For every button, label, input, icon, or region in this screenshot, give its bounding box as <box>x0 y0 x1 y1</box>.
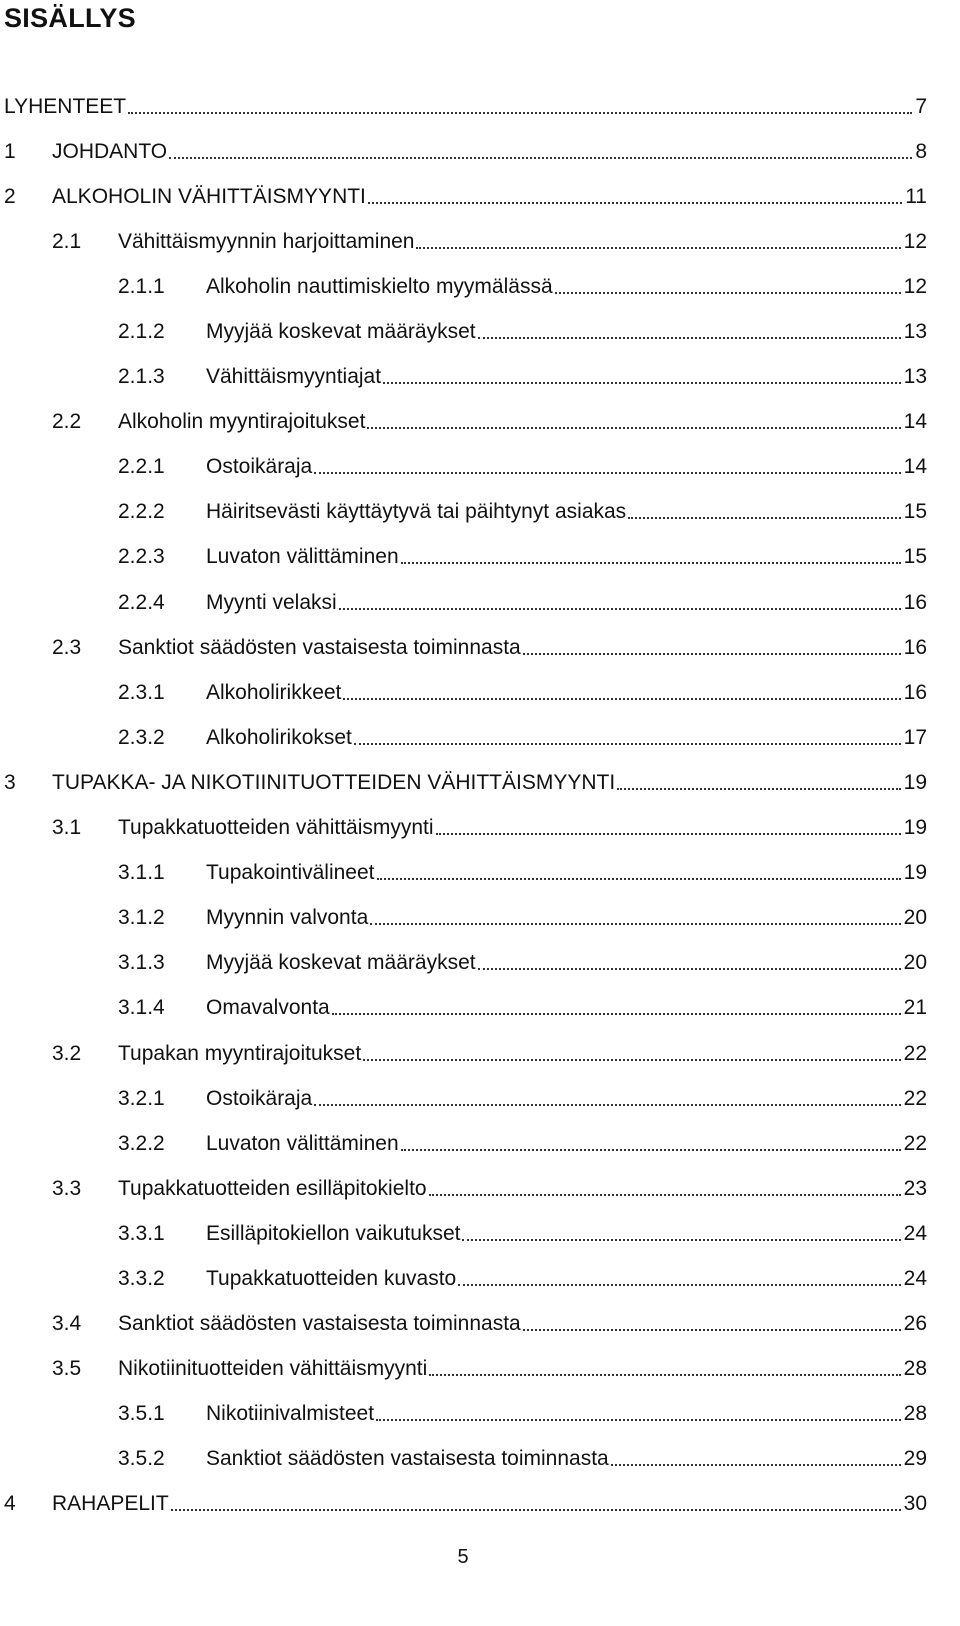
toc-entry-page: 12 <box>903 229 927 253</box>
toc-entry-page: 15 <box>903 545 927 569</box>
toc-entry[interactable] <box>4 490 927 535</box>
toc-entry-number: 3.3.2 <box>118 1266 165 1290</box>
toc-entry-number: 2 <box>4 184 16 208</box>
toc-entry-title: Sanktiot säädösten vastaisesta toiminnasta <box>206 1447 609 1471</box>
table-of-contents <box>4 84 927 1527</box>
dot-leader <box>478 950 901 976</box>
toc-entry-number: 2.2.3 <box>118 545 165 569</box>
toc-entry-number: 3.1.3 <box>118 951 165 975</box>
toc-entry-title: Sanktiot säädösten vastaisesta toiminnasta <box>118 1312 521 1336</box>
toc-entry-page: 28 <box>903 1357 927 1381</box>
dot-leader <box>377 860 901 886</box>
toc-entry[interactable] <box>4 535 927 580</box>
dot-leader <box>370 905 900 931</box>
toc-entry[interactable] <box>4 670 927 715</box>
toc-entry[interactable] <box>4 806 927 851</box>
toc-entry-title: Luvaton välittäminen <box>206 1131 399 1155</box>
dot-leader <box>523 1311 901 1337</box>
toc-entry-title: ALKOHOLIN VÄHITTÄISMYYNTI <box>52 184 366 208</box>
toc-entry[interactable] <box>4 1121 927 1166</box>
toc-entry-page: 17 <box>903 725 927 749</box>
toc-entry-title: Sanktiot säädösten vastaisesta toiminnasta <box>118 635 521 659</box>
dot-leader <box>332 995 901 1021</box>
toc-entry-title: Myyjää koskevat määräykset <box>206 320 476 344</box>
toc-entry-title: Häiritsevästi käyttäytyvä tai päihtynyt asiakas <box>206 500 627 524</box>
toc-entry-title: Alkoholirikkeet <box>206 680 342 704</box>
toc-entry-page: 14 <box>903 410 927 434</box>
toc-entry-title: RAHAPELIT <box>52 1492 169 1516</box>
toc-entry[interactable] <box>4 986 927 1031</box>
dot-leader <box>429 1356 900 1382</box>
toc-entry-title: Vähittäismyyntiajat <box>206 365 382 389</box>
toc-entry-page: 16 <box>903 635 927 659</box>
dot-leader <box>383 364 901 390</box>
toc-entry-number: 3.2.1 <box>118 1086 165 1110</box>
page-title: SISÄLLYS <box>4 3 136 33</box>
toc-entry-number: 3.3 <box>52 1176 82 1200</box>
toc-entry-number: 3.3.1 <box>118 1221 165 1245</box>
toc-entry-page: 28 <box>903 1402 927 1426</box>
toc-entry-page: 19 <box>903 861 927 885</box>
toc-entry[interactable] <box>4 1256 927 1301</box>
toc-entry-page: 8 <box>915 139 927 163</box>
toc-entry-page: 16 <box>903 680 927 704</box>
toc-entry-number: 2.2.2 <box>118 500 165 524</box>
toc-entry-number: 2.3.2 <box>118 725 165 749</box>
toc-entry-page: 12 <box>903 274 927 298</box>
toc-entry-title: Tupakkatuotteiden kuvasto <box>206 1266 457 1290</box>
toc-entry[interactable] <box>4 174 927 219</box>
toc-entry-title: TUPAKKA- JA NIKOTIINITUOTTEIDEN VÄHITTÄISMYYNTI <box>52 770 616 794</box>
toc-entry-title: Nikotiinituotteiden vähittäismyynti <box>118 1357 428 1381</box>
toc-entry-title: Tupakointivälineet <box>206 861 375 885</box>
dot-leader <box>376 1401 901 1427</box>
toc-entry[interactable] <box>4 1076 927 1121</box>
toc-entry-number: 3.5 <box>52 1357 82 1381</box>
dot-leader <box>367 409 900 435</box>
toc-entry-title: Tupakkatuotteiden esilläpitokielto <box>118 1176 427 1200</box>
toc-entry[interactable] <box>4 84 927 129</box>
toc-entry[interactable] <box>4 219 927 264</box>
dot-leader <box>478 319 901 345</box>
toc-entry-title: Tupakan myyntirajoitukset <box>118 1041 362 1065</box>
toc-entry-title: Esilläpitokiellon vaikutukset <box>206 1221 461 1245</box>
toc-entry-number: 3.4 <box>52 1312 82 1336</box>
dot-leader <box>368 184 902 210</box>
toc-entry-number: 2.1.1 <box>118 274 165 298</box>
toc-entry[interactable] <box>4 1166 927 1211</box>
dot-leader <box>401 544 901 570</box>
dot-leader <box>628 499 900 525</box>
toc-entry-title: LYHENTEET <box>4 94 127 118</box>
toc-entry-page: 19 <box>903 770 927 794</box>
toc-entry[interactable] <box>4 1482 927 1527</box>
toc-entry-page: 20 <box>903 951 927 975</box>
toc-entry-page: 22 <box>903 1041 927 1065</box>
dot-leader <box>555 274 901 300</box>
toc-entry-number: 3.1.2 <box>118 906 165 930</box>
toc-entry-title: Luvaton välittäminen <box>206 545 399 569</box>
toc-entry-page: 20 <box>903 906 927 930</box>
toc-entry-number: 2.2.1 <box>118 455 165 479</box>
dot-leader <box>436 815 901 841</box>
toc-entry-title: Alkoholin myyntirajoitukset <box>118 410 366 434</box>
toc-entry[interactable] <box>4 1031 927 1076</box>
toc-entry-title: Myynti velaksi <box>206 590 337 614</box>
toc-entry[interactable] <box>4 580 927 625</box>
toc-entry-page: 29 <box>903 1447 927 1471</box>
dot-leader <box>523 635 901 661</box>
toc-entry-number: 3.2.2 <box>118 1131 165 1155</box>
toc-entry[interactable] <box>4 1302 927 1347</box>
toc-entry-title: Alkoholirikokset <box>206 725 352 749</box>
dot-leader <box>169 139 912 165</box>
toc-entry[interactable] <box>4 1392 927 1437</box>
toc-entry[interactable] <box>4 1437 927 1482</box>
toc-entry-page: 21 <box>903 996 927 1020</box>
dot-leader <box>363 1041 900 1067</box>
dot-leader <box>611 1446 901 1472</box>
toc-entry-title: Tupakkatuotteiden vähittäismyynti <box>118 816 434 840</box>
toc-entry-number: 2.2 <box>52 410 82 434</box>
toc-entry-number: 2.2.4 <box>118 590 165 614</box>
toc-entry-page: 22 <box>903 1086 927 1110</box>
toc-entry-title: Nikotiinivalmisteet <box>206 1402 375 1426</box>
toc-entry[interactable] <box>4 941 927 986</box>
dot-leader <box>416 229 900 255</box>
toc-entry-number: 3.2 <box>52 1041 82 1065</box>
dot-leader <box>171 1491 901 1517</box>
toc-entry[interactable] <box>4 625 927 670</box>
toc-entry-title: Myyjää koskevat määräykset <box>206 951 476 975</box>
toc-entry[interactable] <box>4 1211 927 1256</box>
toc-entry-title: Ostoikäraja <box>206 455 313 479</box>
dot-leader <box>314 1086 900 1112</box>
dot-leader <box>429 1176 901 1202</box>
toc-entry-number: 3.1.4 <box>118 996 165 1020</box>
toc-entry-page: 24 <box>903 1221 927 1245</box>
toc-entry-page: 11 <box>905 184 927 208</box>
toc-entry-number: 2.1.3 <box>118 365 165 389</box>
toc-entry-page: 13 <box>903 365 927 389</box>
toc-entry-number: 2.3 <box>52 635 82 659</box>
dot-leader <box>314 454 900 480</box>
dot-leader <box>128 94 912 120</box>
toc-entry-page: 24 <box>903 1266 927 1290</box>
dot-leader <box>458 1266 900 1292</box>
toc-entry-title: Omavalvonta <box>206 996 330 1020</box>
toc-entry[interactable] <box>4 1347 927 1392</box>
toc-entry-number: 4 <box>4 1492 16 1516</box>
dot-leader <box>354 725 901 751</box>
toc-entry-page: 30 <box>903 1492 927 1516</box>
toc-entry-number: 3.5.2 <box>118 1447 165 1471</box>
dot-leader <box>462 1221 900 1247</box>
toc-entry[interactable] <box>4 264 927 309</box>
toc-entry-page: 26 <box>903 1312 927 1336</box>
toc-entry[interactable] <box>4 309 927 354</box>
toc-entry[interactable] <box>4 851 927 896</box>
toc-entry-number: 2.3.1 <box>118 680 165 704</box>
toc-entry-title: Vähittäismyynnin harjoittaminen <box>118 229 415 253</box>
dot-leader <box>401 1131 901 1157</box>
toc-entry-page: 19 <box>903 816 927 840</box>
toc-entry[interactable] <box>4 760 927 805</box>
toc-entry-number: 3.5.1 <box>118 1402 165 1426</box>
page-number: 5 <box>457 1546 469 1568</box>
toc-entry[interactable] <box>4 129 927 174</box>
toc-entry-page: 15 <box>903 500 927 524</box>
toc-entry-page: 14 <box>903 455 927 479</box>
toc-entry-page: 16 <box>903 590 927 614</box>
toc-entry[interactable] <box>4 715 927 760</box>
toc-entry-title: Ostoikäraja <box>206 1086 313 1110</box>
toc-entry-page: 23 <box>903 1176 927 1200</box>
toc-entry-page: 22 <box>903 1131 927 1155</box>
toc-entry[interactable] <box>4 896 927 941</box>
toc-entry-page: 13 <box>903 320 927 344</box>
toc-entry-number: 2.1 <box>52 229 82 253</box>
dot-leader <box>343 680 900 706</box>
toc-entry-title: JOHDANTO <box>52 139 168 163</box>
toc-entry-number: 3 <box>4 770 16 794</box>
toc-entry-number: 3.1.1 <box>118 861 165 885</box>
toc-entry[interactable] <box>4 355 927 400</box>
toc-entry[interactable] <box>4 445 927 490</box>
dot-leader <box>339 590 901 616</box>
toc-entry-number: 2.1.2 <box>118 320 165 344</box>
toc-entry-number: 1 <box>4 139 16 163</box>
toc-entry-page: 7 <box>915 94 927 118</box>
toc-entry[interactable] <box>4 400 927 445</box>
dot-leader <box>617 770 900 796</box>
toc-entry-title: Myynnin valvonta <box>206 906 369 930</box>
toc-entry-title: Alkoholin nauttimiskielto myymälässä <box>206 274 553 298</box>
toc-entry-number: 3.1 <box>52 816 82 840</box>
